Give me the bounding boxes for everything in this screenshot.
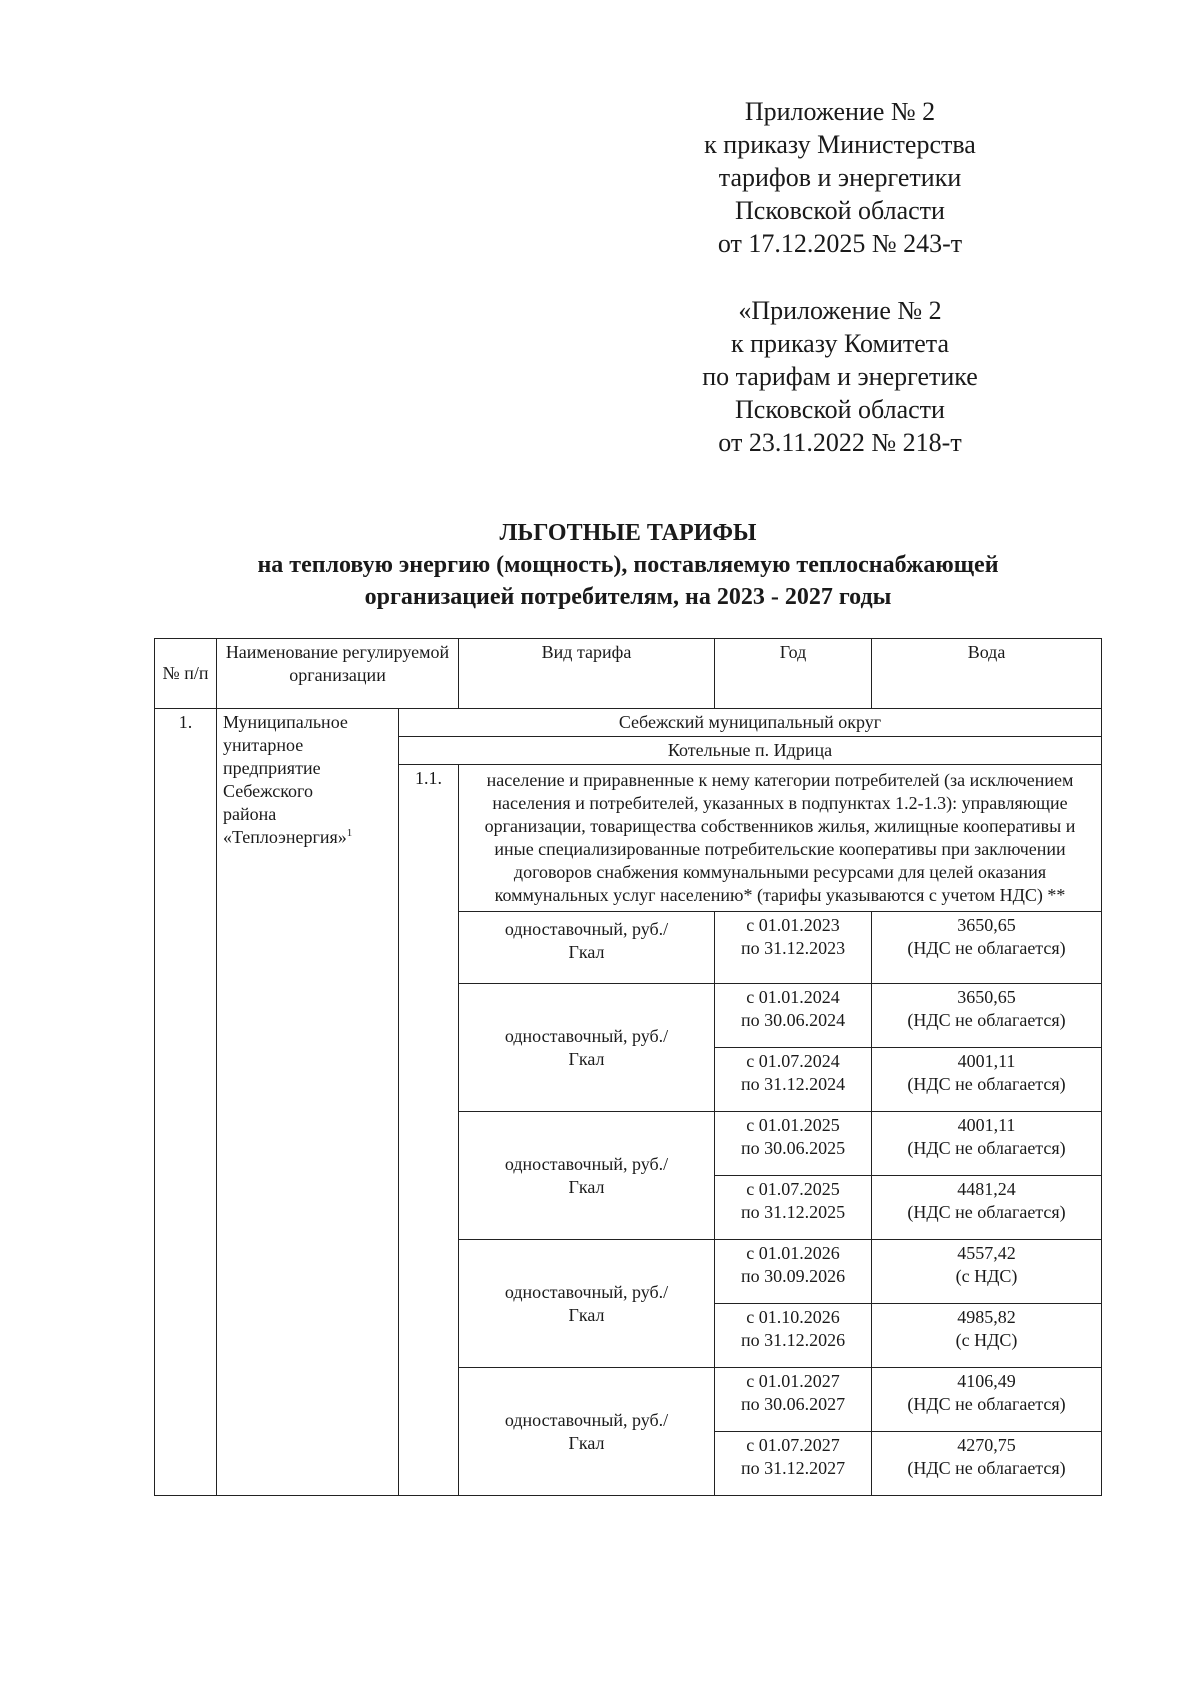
annex-header-current (640, 95, 1040, 260)
tariff-value: 4001,11 (957, 1051, 1016, 1071)
vat-note: (НДС не облагается) (907, 938, 1066, 958)
header-org: Наименование регулируемой организации (217, 639, 459, 709)
header-water: Вода (872, 639, 1102, 709)
period-to: по 31.12.2026 (740, 1330, 846, 1350)
row-number: 1. (155, 709, 217, 1496)
annex-header-line: от 17.12.2025 № 243-т (717, 229, 963, 258)
period-to: по 30.09.2026 (740, 1266, 846, 1286)
period-to: по 30.06.2027 (740, 1394, 846, 1414)
period-cell (715, 1112, 872, 1176)
tariff-value: 4557,42 (957, 1243, 1016, 1263)
period-from: с 01.01.2023 (746, 915, 840, 935)
org-line: района (223, 804, 277, 824)
tariff-type-cell: одноставочный, руб./Гкал (459, 984, 715, 1112)
period-to: по 31.12.2024 (740, 1074, 846, 1094)
vat-note: (с НДС) (955, 1266, 1018, 1286)
period-from: с 01.07.2027 (746, 1435, 840, 1455)
title-line-1: ЛЬГОТНЫЕ ТАРИФЫ (499, 520, 757, 546)
org-line: унитарное (223, 735, 304, 755)
tariff-table (154, 638, 1102, 1496)
tariff-value: 4985,82 (957, 1307, 1016, 1327)
tariff-value: 4270,75 (957, 1435, 1016, 1455)
annex-header-line: Приложение № 2 (744, 97, 936, 126)
tariff-value: 4106,49 (957, 1371, 1016, 1391)
period-cell (715, 984, 872, 1048)
annex-header-line: Псковской области (735, 395, 945, 424)
period-to: по 31.12.2023 (740, 938, 846, 958)
document-title (100, 517, 1156, 613)
period-from: с 01.10.2026 (746, 1307, 840, 1327)
annex-header-line: по тарифам и энергетике (702, 362, 978, 391)
district-row (155, 709, 1102, 737)
tariff-type-cell: одноставочный, руб./Гкал (459, 1112, 715, 1240)
vat-note: (НДС не облагается) (907, 1458, 1066, 1478)
tariff-value-cell (872, 1432, 1102, 1496)
annex-header-line: «Приложение № 2 (738, 296, 942, 325)
tariff-value-cell (872, 1304, 1102, 1368)
vat-note: (НДС не облагается) (907, 1010, 1066, 1030)
annex-header-line: тарифов и энергетики (718, 163, 962, 192)
tariff-type-cell: одноставочный, руб./Гкал (459, 1368, 715, 1496)
organization-name (217, 709, 399, 1496)
header-year: Год (715, 639, 872, 709)
tariff-value-cell (872, 1048, 1102, 1112)
annex-header-line: к приказу Министерства (704, 130, 976, 159)
table-header-row (155, 639, 1102, 709)
period-cell (715, 1368, 872, 1432)
period-cell (715, 1176, 872, 1240)
consumer-category: население и приравненные к нему категории потребителей (за исключением населения и потребителей, указанных в подпунктах 1.2-1.3): управляющие организации, товарищества собственников жилья, жилищные кооперативы и иные специализированные потребительские кооперативы при заключении договоров снабжения коммунальными ресурсами для целей оказания коммунальных услуг населению* (тарифы указываются с учетом НДС) ** (459, 765, 1102, 912)
annex-header-original (640, 294, 1040, 459)
period-cell (715, 1048, 872, 1112)
tariff-value-cell (872, 1240, 1102, 1304)
period-from: с 01.01.2024 (746, 987, 840, 1007)
tariff-type-cell: одноставочный, руб./Гкал (459, 912, 715, 984)
org-line: предприятие (223, 758, 321, 778)
period-to: по 30.06.2024 (740, 1010, 846, 1030)
tariff-value-cell (872, 1176, 1102, 1240)
tariff-table-body (155, 639, 1102, 1496)
period-cell (715, 1432, 872, 1496)
tariff-value-cell (872, 1112, 1102, 1176)
period-to: по 31.12.2027 (740, 1458, 846, 1478)
tariff-value: 3650,65 (957, 915, 1016, 935)
period-to: по 30.06.2025 (740, 1138, 846, 1158)
period-cell (715, 1240, 872, 1304)
title-line-3: организацией потребителям, на 2023 - 2027 годы (364, 584, 892, 610)
vat-note: (НДС не облагается) (907, 1138, 1066, 1158)
annex-header-line: от 23.11.2022 № 218-т (718, 428, 962, 457)
tariff-value: 4001,11 (957, 1115, 1016, 1135)
tariff-value-cell (872, 1368, 1102, 1432)
sub-number: 1.1. (399, 765, 459, 1496)
district-name: Себежский муниципальный округ (399, 709, 1102, 737)
org-line: Муниципальное (223, 712, 348, 732)
tariff-value-cell (872, 912, 1102, 984)
period-from: с 01.01.2027 (746, 1371, 840, 1391)
period-from: с 01.01.2025 (746, 1115, 840, 1135)
vat-note: (НДС не облагается) (907, 1394, 1066, 1414)
header-tariff-type: Вид тарифа (459, 639, 715, 709)
period-cell (715, 912, 872, 984)
period-from: с 01.07.2024 (746, 1051, 840, 1071)
period-to: по 31.12.2025 (740, 1202, 846, 1222)
header-num: № п/п (155, 639, 217, 709)
vat-note: (с НДС) (955, 1330, 1018, 1350)
period-cell (715, 1304, 872, 1368)
vat-note: (НДС не облагается) (907, 1202, 1066, 1222)
tariff-value: 3650,65 (957, 987, 1016, 1007)
org-line: «Теплоэнергия» (223, 827, 347, 847)
annex-header-line: к приказу Комитета (730, 329, 949, 358)
title-line-2: на тепловую энергию (мощность), поставляемую теплоснабжающей (257, 552, 999, 578)
period-from: с 01.01.2026 (746, 1243, 840, 1263)
tariff-type-cell: одноставочный, руб./Гкал (459, 1240, 715, 1368)
org-footnote-marker: 1 (346, 827, 353, 839)
org-line: Себежского (223, 781, 313, 801)
annex-header-line: Псковской области (735, 196, 945, 225)
vat-note: (НДС не облагается) (907, 1074, 1066, 1094)
tariff-value-cell (872, 984, 1102, 1048)
boilers-name: Котельные п. Идрица (399, 737, 1102, 765)
period-from: с 01.07.2025 (746, 1179, 840, 1199)
tariff-value: 4481,24 (957, 1179, 1016, 1199)
